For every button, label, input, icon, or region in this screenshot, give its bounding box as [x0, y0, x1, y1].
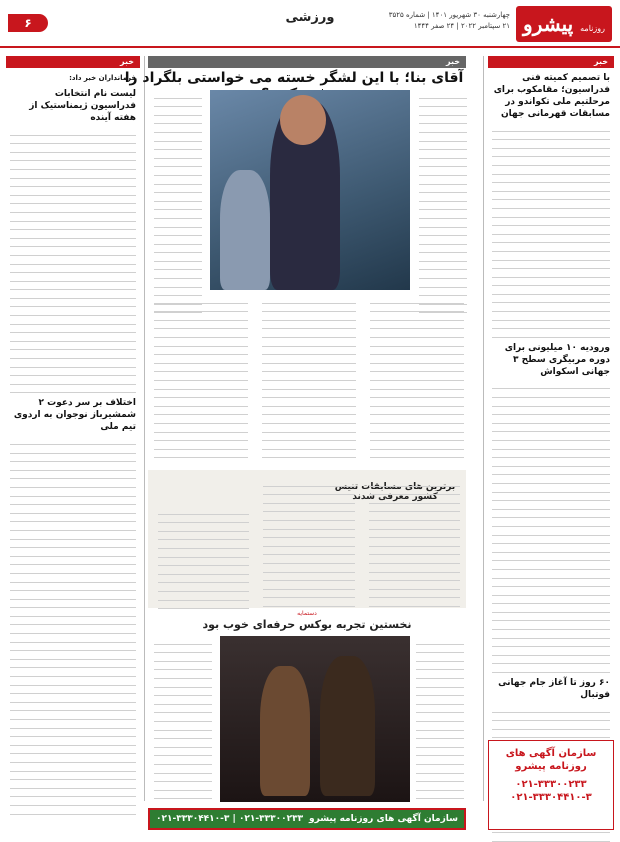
left-section-bar: خبر	[6, 56, 140, 68]
ad-banner	[148, 808, 466, 830]
column-divider	[483, 56, 484, 801]
main-text-column-2	[150, 90, 206, 313]
boxer-right-figure	[320, 656, 375, 796]
article-text-block	[10, 436, 136, 814]
page-number: ۶	[8, 14, 48, 32]
article-text-block	[492, 123, 610, 338]
left-column	[6, 56, 140, 815]
main-section-bar: خبر	[148, 56, 466, 68]
column-divider	[144, 56, 145, 801]
tennis-text	[154, 478, 464, 609]
ad-title: سازمان آگهی های روزنامه پیشرو	[505, 748, 597, 772]
right-headline-3: ۶۰ روز تا آغاز جام جهانی فوتبال	[498, 678, 610, 701]
boxing-kicker: دستمایه	[297, 610, 317, 617]
boxing-headline: نخستین تجربه بوکس حرفه‌ای خوب بود	[202, 618, 412, 631]
article-text-block	[10, 127, 136, 393]
banner-phone: ۰۲۱-۳۳۳۰۴۴۱۰-۳ | ۰۲۱-۳۳۳۰۰۲۳۳	[156, 814, 304, 824]
left-kicker: فرمانداران خبر داد:	[69, 74, 136, 82]
coach-head	[280, 95, 326, 145]
main-headline: آقای بنا؛ با این لشگر خسته می خواستی بلگراد را	[124, 70, 464, 86]
article-text-block	[492, 381, 610, 673]
date-line-1: چهارشنبه ۳۰ شهریور ۱۴۰۱ | شماره ۳۵۲۵	[388, 11, 510, 19]
page-header	[0, 0, 620, 48]
ad-box	[488, 740, 614, 830]
right-section-bar: خبر	[488, 56, 614, 68]
newspaper-logo	[516, 6, 612, 42]
ad-phone-1: ۰۲۱-۳۳۳۰۰۲۳۳	[515, 779, 587, 790]
section-title: ورزشی	[285, 10, 335, 25]
main-text-row	[150, 295, 468, 458]
athlete-figure	[220, 170, 270, 290]
ad-phone-2: ۰۲۱-۳۳۳۰۴۴۱۰-۳	[510, 792, 592, 803]
banner-title: سازمان آگهی های روزنامه پیشرو	[309, 814, 458, 824]
right-headline-1: با تصمیم کمیته فنی فدراسیون؛ مقامکوب برای مرحلتیم ملی تکواندو در مسابقات قهرمانی جهان	[493, 73, 610, 119]
date-line-2: ۲۱ سپتامبر ۲۰۲۲ | ۲۴ صفر ۱۴۴۴	[413, 22, 510, 30]
right-column	[488, 56, 614, 842]
masthead-title: پیشرو	[523, 12, 574, 36]
left-headline-1: لیست نام انتخابات فدراسیون ژیمناستیک از هفته آینده	[29, 89, 136, 123]
tennis-headline: برترین های مسابقات تنیس کشور معرفی شدند	[334, 482, 456, 502]
boxing-text-right	[412, 636, 468, 799]
dateline	[389, 10, 510, 32]
boxing-photo	[220, 636, 410, 802]
boxer-left-figure	[260, 666, 310, 796]
wrestling-coach-photo	[210, 90, 410, 290]
left-headline-2: اختلاف بر سر دعوت ۲ شمشیرباز نوجوان به اردوی تیم ملی	[13, 398, 136, 433]
right-headline-2: ورودیه ۱۰ میلیونی برای دوره مربیگری سطح ۳ جهانی اسکواش	[504, 342, 610, 377]
boxing-text-left	[150, 636, 216, 799]
masthead-sub: روزنامه	[580, 24, 605, 33]
main-text-column-1	[415, 90, 471, 313]
